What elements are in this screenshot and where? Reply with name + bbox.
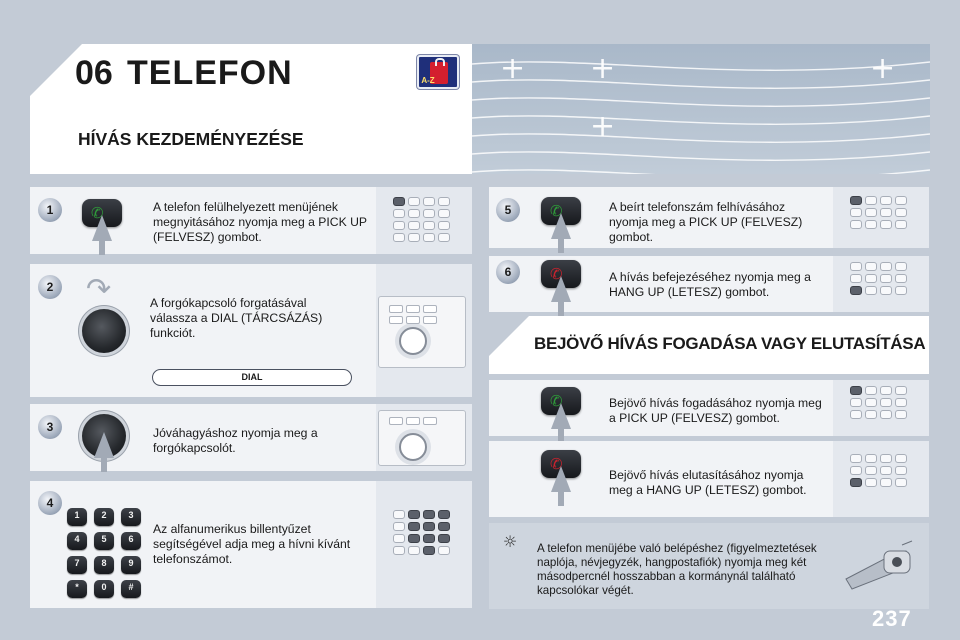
section-title: HÍVÁS KEZDEMÉNYEZÉSE — [78, 129, 304, 149]
radio-panel-illustration — [378, 410, 466, 466]
header-decoration — [472, 44, 930, 174]
step-number-badge: 1 — [38, 198, 62, 222]
plus-mark-icon: + — [500, 51, 526, 86]
dial-menu-label: DIAL — [152, 369, 352, 386]
step-text: Jóváhagyáshoz nyomja meg a forgókapcsolót. — [153, 426, 318, 455]
keypad-key: 0 — [94, 580, 114, 598]
press-arrow-icon — [551, 466, 571, 492]
step-number-badge: 6 — [496, 260, 520, 284]
keypad-key: 9 — [121, 556, 141, 574]
handset-icon: ✆ — [550, 265, 563, 283]
step-number-badge: 3 — [38, 415, 62, 439]
badge-label: A-Z — [421, 76, 435, 85]
phone-keypad-illustration — [393, 510, 450, 555]
keypad-key: 6 — [121, 532, 141, 550]
step-text: A beírt telefonszám felhívásához nyomja meg a PICK UP (FELVESZ) gombot. — [609, 200, 803, 244]
press-arrow-icon — [551, 403, 571, 429]
rotate-arrow-icon: ↷ — [86, 272, 112, 307]
radio-knob-illustration — [399, 327, 427, 355]
header-wave-lines — [472, 44, 930, 174]
radio-buttons-illustration — [389, 417, 437, 425]
plus-mark-icon: + — [590, 51, 616, 86]
step-text: Az alfanumerikus billentyűzet segítségével adja meg a hívni kívánt telefonszámot. — [153, 522, 351, 566]
tip-text: A telefon menüjébe való belépéshez (figyelmeztetések naplója, névjegyzék, hangpostafiók) nyomja meg két másodpercnél hosszabban a kormánynál található kapcsolókar végét. — [537, 542, 817, 597]
chapter-number: 06 — [75, 54, 113, 92]
keypad-key: * — [67, 580, 87, 598]
az-index-icon[interactable] — [417, 55, 459, 89]
keypad-key: 7 — [67, 556, 87, 574]
keypad-key: 4 — [67, 532, 87, 550]
step-text: A telefon felülhelyezett menüjének megnyitásához nyomja meg a PICK UP (FELVESZ) gombot. — [153, 200, 367, 244]
keypad-key: 2 — [94, 508, 114, 526]
plus-mark-icon: + — [590, 109, 616, 144]
keypad-key: # — [121, 580, 141, 598]
radio-knob-illustration — [399, 433, 427, 461]
keypad-key: 1 — [67, 508, 87, 526]
phone-keypad-illustration — [850, 386, 907, 419]
press-arrow-icon — [94, 432, 114, 458]
phone-keypad-illustration — [850, 262, 907, 295]
handset-icon: ✆ — [91, 204, 104, 222]
keypad-key: 8 — [94, 556, 114, 574]
step-number-badge: 4 — [38, 491, 62, 515]
reject-text: Bejövő hívás elutasításához nyomja meg a HANG UP (LETESZ) gombot. — [609, 468, 807, 497]
step-text: A forgókapcsoló forgatásával válassza a DIAL (TÁRCSÁZÁS) funkciót. — [150, 296, 323, 340]
plus-mark-icon: + — [870, 51, 896, 86]
phone-keypad-illustration — [850, 196, 907, 229]
incoming-section-title: BEJÖVŐ HÍVÁS FOGADÁSA VAGY ELUTASÍTÁSA — [534, 334, 926, 353]
press-arrow-icon — [551, 276, 571, 302]
handset-icon: ✆ — [550, 455, 563, 473]
handset-icon: ✆ — [550, 392, 563, 410]
press-arrow-icon — [551, 213, 571, 239]
step-number-badge: 5 — [496, 198, 520, 222]
step-number-badge: 2 — [38, 275, 62, 299]
radio-buttons-illustration — [389, 305, 437, 324]
keypad-key: 5 — [94, 532, 114, 550]
radio-panel-illustration — [378, 296, 466, 368]
alphanumeric-keypad-icon — [67, 508, 141, 598]
accept-text: Bejövő hívás fogadásához nyomja meg a PICK UP (FELVESZ) gombot. — [609, 396, 822, 425]
tip-sun-icon: ☼ — [502, 532, 518, 551]
chapter-title: TELEFON — [127, 54, 293, 92]
press-arrow-icon — [92, 215, 112, 241]
phone-keypad-illustration — [393, 197, 450, 242]
step-text: A hívás befejezéséhez nyomja meg a HANG UP (LETESZ) gombot. — [609, 270, 811, 299]
phone-keypad-illustration — [850, 454, 907, 487]
handset-icon: ✆ — [550, 202, 563, 220]
page-number: 237 — [872, 606, 912, 631]
steering-stalk-icon — [840, 537, 922, 593]
rotary-knob-icon — [82, 309, 126, 353]
keypad-key: 3 — [121, 508, 141, 526]
